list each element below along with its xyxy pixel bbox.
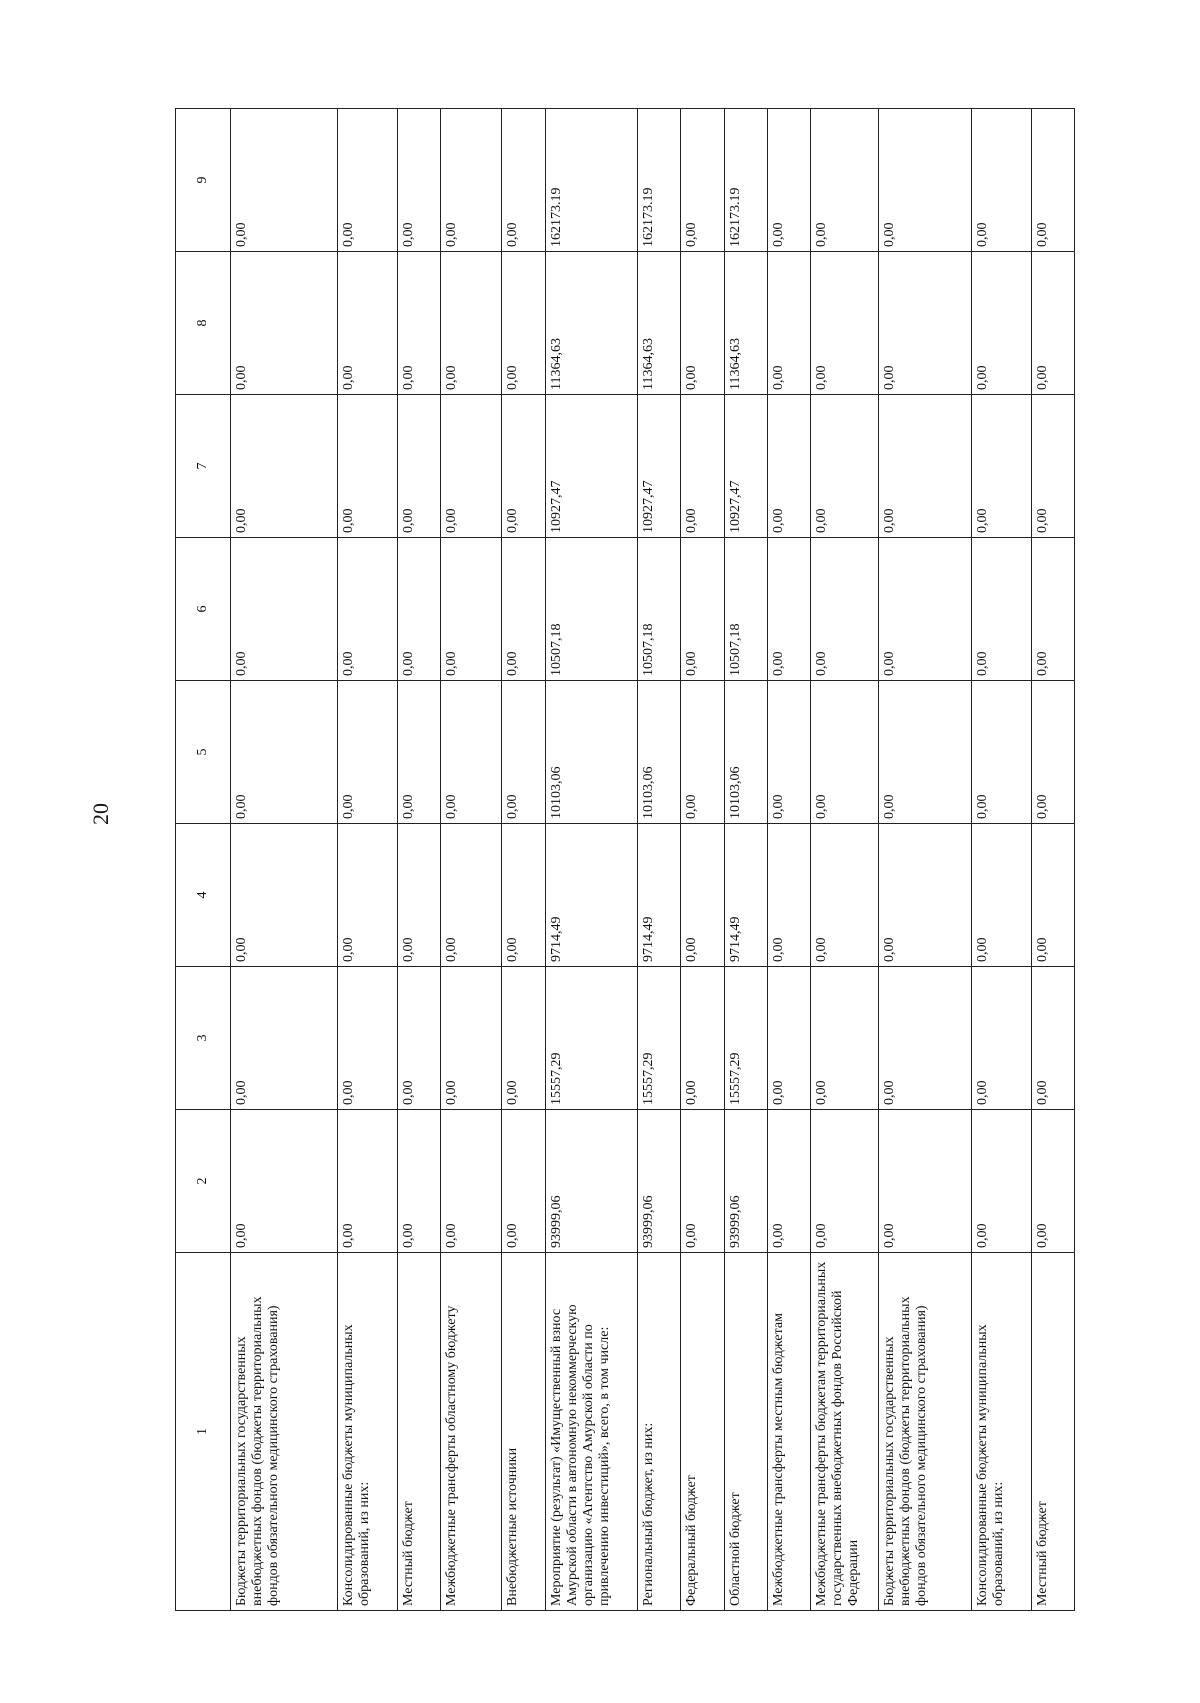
value-cell: 162173.19 (638, 109, 681, 252)
value-cell: 0,00 (338, 252, 398, 395)
row-label: Бюджеты территориальных государственных внебюджетных фондов (бюджеты территориальных фондов обязательного медицинского страхования) (231, 1253, 338, 1611)
value-cell: 0,00 (810, 1110, 878, 1253)
row-label: Мероприятие (результат) «Имущественный взнос Амурской области в автономную некоммерческую организацию «Агентство Амурской области по привлечению инвестиций», всего, в том числе: (545, 1253, 638, 1611)
value-cell: 15557,29 (545, 967, 638, 1110)
value-cell: 10103,06 (724, 681, 767, 824)
value-cell: 0,00 (398, 252, 441, 395)
value-cell: 0,00 (231, 824, 338, 967)
table-row (879, 109, 972, 1611)
value-cell: 0,00 (1031, 824, 1074, 967)
row-label: Местный бюджет (1031, 1253, 1074, 1611)
column-header: 3 (176, 967, 231, 1110)
value-cell: 0,00 (1031, 109, 1074, 252)
value-cell: 0,00 (231, 395, 338, 538)
value-cell: 0,00 (879, 681, 972, 824)
value-cell: 0,00 (398, 967, 441, 1110)
value-cell: 0,00 (767, 252, 810, 395)
value-cell: 0,00 (502, 395, 545, 538)
table-row (971, 109, 1031, 1611)
column-header: 6 (176, 538, 231, 681)
row-label: Межбюджетные трансферты областному бюджету (441, 1253, 502, 1611)
value-cell: 0,00 (338, 538, 398, 681)
value-cell: 0,00 (681, 252, 724, 395)
table-row (338, 109, 398, 1611)
value-cell: 0,00 (502, 1110, 545, 1253)
value-cell: 0,00 (502, 252, 545, 395)
value-cell: 0,00 (398, 538, 441, 681)
value-cell: 11364,63 (638, 252, 681, 395)
value-cell: 11364,63 (724, 252, 767, 395)
value-cell: 0,00 (398, 395, 441, 538)
value-cell: 0,00 (971, 681, 1031, 824)
value-cell: 0,00 (1031, 538, 1074, 681)
value-cell: 0,00 (767, 109, 810, 252)
budget-table (175, 108, 1075, 1611)
row-label: Межбюджетные трансферты бюджетам территориальных государственных внебюджетных фондов Российской Федерации (810, 1253, 878, 1611)
column-header: 9 (176, 109, 231, 252)
value-cell: 0,00 (231, 1110, 338, 1253)
value-cell: 0,00 (1031, 1110, 1074, 1253)
value-cell: 0,00 (681, 1110, 724, 1253)
table-row (638, 109, 681, 1611)
value-cell: 0,00 (231, 252, 338, 395)
value-cell: 0,00 (971, 252, 1031, 395)
value-cell: 0,00 (767, 681, 810, 824)
value-cell: 0,00 (231, 681, 338, 824)
value-cell: 0,00 (338, 109, 398, 252)
value-cell: 10103,06 (638, 681, 681, 824)
value-cell: 0,00 (441, 824, 502, 967)
value-cell: 10507,18 (638, 538, 681, 681)
table-row (724, 109, 767, 1611)
value-cell: 0,00 (681, 824, 724, 967)
row-label: Региональный бюджет, из них: (638, 1253, 681, 1611)
value-cell: 9714,49 (724, 824, 767, 967)
row-label: Консолидированные бюджеты муниципальных образований, из них: (338, 1253, 398, 1611)
value-cell: 0,00 (879, 538, 972, 681)
row-label: Областной бюджет (724, 1253, 767, 1611)
value-cell: 0,00 (502, 538, 545, 681)
table-row (545, 109, 638, 1611)
column-header: 4 (176, 824, 231, 967)
value-cell: 0,00 (398, 824, 441, 967)
value-cell: 0,00 (1031, 395, 1074, 538)
value-cell: 0,00 (1031, 681, 1074, 824)
table-header-row (176, 109, 231, 1611)
value-cell: 0,00 (681, 109, 724, 252)
value-cell: 11364,63 (545, 252, 638, 395)
value-cell: 10507,18 (724, 538, 767, 681)
value-cell: 0,00 (231, 109, 338, 252)
value-cell: 0,00 (879, 395, 972, 538)
column-header: 7 (176, 395, 231, 538)
row-label: Местный бюджет (398, 1253, 441, 1611)
value-cell: 10507,18 (545, 538, 638, 681)
row-label: Федеральный бюджет (681, 1253, 724, 1611)
value-cell: 0,00 (441, 967, 502, 1110)
value-cell: 0,00 (810, 538, 878, 681)
value-cell: 0,00 (879, 967, 972, 1110)
value-cell: 0,00 (398, 1110, 441, 1253)
value-cell: 93999,06 (724, 1110, 767, 1253)
value-cell: 162173.19 (724, 109, 767, 252)
value-cell: 93999,06 (638, 1110, 681, 1253)
value-cell: 0,00 (441, 681, 502, 824)
value-cell: 0,00 (971, 109, 1031, 252)
value-cell: 0,00 (767, 538, 810, 681)
value-cell: 0,00 (681, 538, 724, 681)
value-cell: 0,00 (810, 967, 878, 1110)
value-cell: 0,00 (1031, 967, 1074, 1110)
value-cell: 0,00 (810, 109, 878, 252)
value-cell: 0,00 (767, 967, 810, 1110)
value-cell: 0,00 (879, 1110, 972, 1253)
row-label: Внебюджетные источники (502, 1253, 545, 1611)
row-label: Бюджеты территориальных государственных внебюджетных фондов (бюджеты территориальных фондов обязательного медицинского страхования) (879, 1253, 972, 1611)
value-cell: 9714,49 (545, 824, 638, 967)
table-row (681, 109, 724, 1611)
value-cell: 0,00 (502, 109, 545, 252)
value-cell: 0,00 (338, 395, 398, 538)
value-cell: 15557,29 (638, 967, 681, 1110)
value-cell: 0,00 (767, 395, 810, 538)
value-cell: 0,00 (338, 824, 398, 967)
table-row (398, 109, 441, 1611)
value-cell: 10103,06 (545, 681, 638, 824)
table-row (441, 109, 502, 1611)
table-row (231, 109, 338, 1611)
value-cell: 0,00 (681, 395, 724, 538)
value-cell: 0,00 (681, 967, 724, 1110)
value-cell: 0,00 (441, 395, 502, 538)
value-cell: 0,00 (441, 109, 502, 252)
value-cell: 15557,29 (724, 967, 767, 1110)
value-cell: 0,00 (398, 681, 441, 824)
value-cell: 0,00 (971, 538, 1031, 681)
value-cell: 9714,49 (638, 824, 681, 967)
column-header: 8 (176, 252, 231, 395)
value-cell: 0,00 (1031, 252, 1074, 395)
value-cell: 93999,06 (545, 1110, 638, 1253)
value-cell: 0,00 (879, 824, 972, 967)
table-row (767, 109, 810, 1611)
value-cell: 0,00 (879, 252, 972, 395)
column-header: 1 (176, 1253, 231, 1611)
column-header: 5 (176, 681, 231, 824)
value-cell: 0,00 (810, 395, 878, 538)
value-cell: 0,00 (338, 967, 398, 1110)
table-row (1031, 109, 1074, 1611)
value-cell: 0,00 (502, 824, 545, 967)
page-number: 20 (88, 803, 113, 825)
value-cell: 10927,47 (638, 395, 681, 538)
value-cell: 0,00 (441, 1110, 502, 1253)
value-cell: 0,00 (767, 1110, 810, 1253)
rotated-table-wrapper (175, 111, 1075, 1611)
value-cell: 0,00 (879, 109, 972, 252)
row-label: Межбюджетные трансферты местным бюджетам (767, 1253, 810, 1611)
value-cell: 0,00 (810, 252, 878, 395)
value-cell: 0,00 (810, 824, 878, 967)
value-cell: 0,00 (681, 681, 724, 824)
row-label: Консолидированные бюджеты муниципальных образований, из них: (971, 1253, 1031, 1611)
value-cell: 0,00 (398, 109, 441, 252)
value-cell: 0,00 (441, 538, 502, 681)
value-cell: 0,00 (810, 681, 878, 824)
value-cell: 0,00 (502, 967, 545, 1110)
value-cell: 0,00 (971, 395, 1031, 538)
table-row (502, 109, 545, 1611)
column-header: 2 (176, 1110, 231, 1253)
table-row (810, 109, 878, 1611)
value-cell: 0,00 (971, 824, 1031, 967)
value-cell: 0,00 (231, 538, 338, 681)
value-cell: 0,00 (338, 1110, 398, 1253)
value-cell: 10927,47 (724, 395, 767, 538)
value-cell: 162173.19 (545, 109, 638, 252)
value-cell: 0,00 (767, 824, 810, 967)
value-cell: 0,00 (971, 967, 1031, 1110)
value-cell: 10927,47 (545, 395, 638, 538)
value-cell: 0,00 (231, 967, 338, 1110)
value-cell: 0,00 (441, 252, 502, 395)
value-cell: 0,00 (971, 1110, 1031, 1253)
value-cell: 0,00 (502, 681, 545, 824)
value-cell: 0,00 (338, 681, 398, 824)
